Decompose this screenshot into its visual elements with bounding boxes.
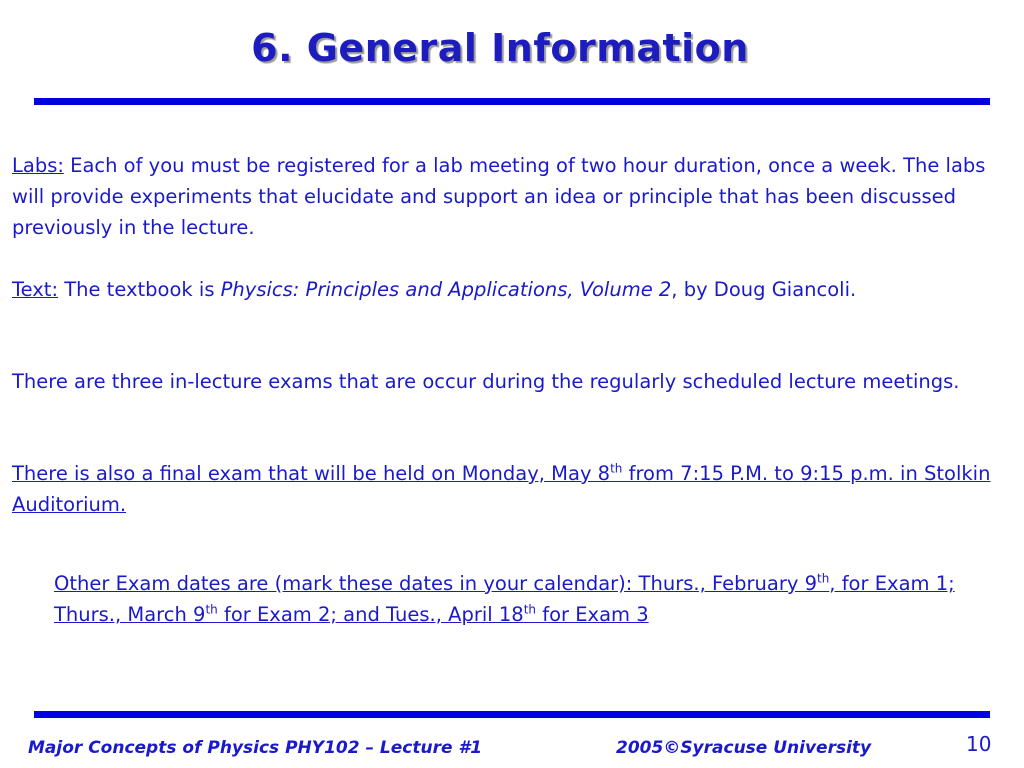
other-exams-part4: for Exam 3: [536, 603, 649, 626]
labs-paragraph: [12, 150, 1002, 243]
page-number: 10: [966, 732, 992, 756]
other-exams-sup2: th: [205, 602, 218, 617]
footer-course: Major Concepts of Physics PHY102 – Lecture #1: [28, 738, 483, 758]
textbook-suffix: , by Doug Giancoli.: [671, 278, 857, 301]
other-exam-dates-paragraph: [54, 568, 1019, 630]
final-exam-paragraph: [12, 458, 1002, 520]
footer-copyright: 2005©Syracuse University: [616, 738, 872, 758]
other-exams-part2: , for Exam 1; Thurs., March 9: [54, 572, 955, 626]
textbook-title: Physics: Principles and Applications, Volume 2: [220, 278, 672, 301]
other-exams-sup3: th: [523, 602, 536, 617]
textbook-prefix: The textbook is: [58, 278, 221, 301]
final-exam-text: There is also a final exam that will be held on Monday, May 8: [12, 462, 611, 485]
labs-label: Labs:: [12, 154, 64, 177]
top-divider: [34, 98, 990, 105]
other-exams-sup1: th: [816, 571, 830, 586]
other-exams-part1: Other Exam dates are (mark these dates in your calendar): Thurs., February 9: [54, 572, 817, 595]
exams-paragraph: [12, 366, 1002, 397]
textbook-paragraph: [12, 274, 1002, 305]
textbook-label: Text:: [12, 278, 59, 301]
labs-text: Each of you must be registered for a lab meeting of two hour duration, once a week. The labs will provide experiments that elucidate and support an idea or principle that has been discussed previously in the lecture.: [12, 154, 986, 239]
exams-text: There are three in-lecture exams that are occur during the regularly scheduled lecture meetings.: [12, 370, 960, 393]
final-exam-sup: th: [610, 461, 623, 476]
bottom-divider: [34, 711, 990, 718]
slide-title: 6. General Information: [251, 26, 749, 70]
other-exams-part3: for Exam 2; and Tues., April 18: [217, 603, 524, 626]
final-exam-text-rest: from 7:15 P.M. to 9:15 p.m. in Stolkin Auditorium.: [12, 462, 991, 516]
